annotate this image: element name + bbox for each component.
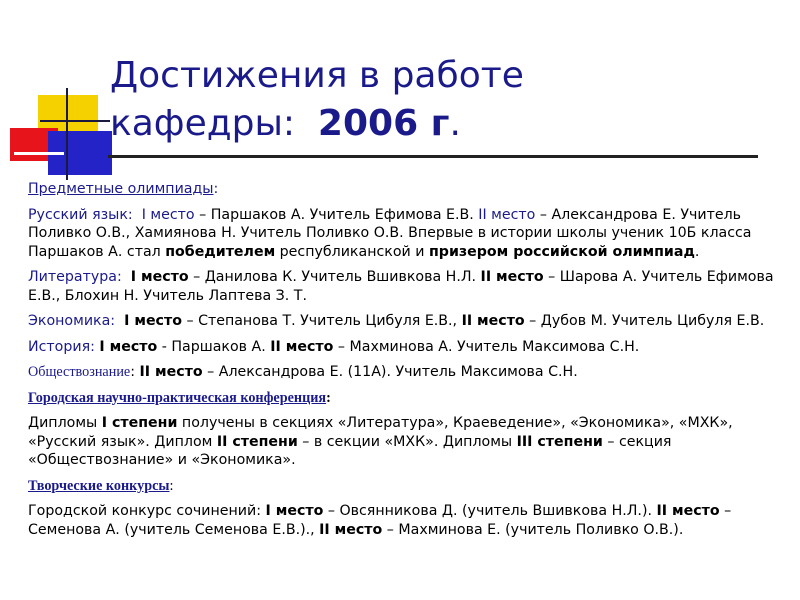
social-place1: II место (139, 364, 203, 380)
contests-place1: I место (265, 503, 324, 519)
russian-text3: республиканской и (275, 243, 429, 260)
russian-winner: победителем (165, 243, 276, 260)
conference-degree1: I степени (101, 415, 178, 431)
economics-paragraph (28, 312, 783, 331)
contests-paragraph (28, 502, 783, 539)
decorative-squares-logo (0, 0, 120, 180)
russian-text1: – Паршаков А. Учитель Ефимова Е.В. (194, 206, 479, 223)
russian-prizer: призером российской олимпиад (428, 243, 695, 260)
olympiads-colon: : (213, 181, 219, 197)
conference-colon: : (326, 389, 331, 406)
title-line2: кафедры: (110, 103, 296, 144)
conference-heading: Городская научно-практическая конференция (28, 389, 327, 406)
history-paragraph (28, 338, 783, 357)
olympiads-heading: Предметные олимпиады (28, 181, 214, 197)
title-year: 2006 г (317, 103, 450, 144)
social-paragraph (28, 363, 783, 382)
title-period: . (449, 103, 461, 144)
contests-text2: – Овсянникова Д. (учитель Вшивкова Н.Л.). (323, 503, 657, 519)
literature-label: Литература: (28, 269, 122, 285)
contests-colon: : (169, 477, 174, 494)
contests-heading-line (28, 477, 783, 496)
literature-paragraph (28, 268, 783, 305)
conference-degree3: III степени (516, 433, 603, 450)
conference-text4: – секция «Обществознание» и «Экономика». (28, 433, 672, 468)
history-place2: II место (270, 338, 334, 355)
slide-title (110, 52, 770, 148)
conference-degree2: II степени (216, 433, 298, 450)
literature-text1: – Данилова К. Учитель Вшивкова Н.Л. (188, 269, 481, 285)
contests-text1: Городской конкурс сочинений: (28, 503, 266, 519)
history-text2: – Махминова А. Учитель Максимова С.Н. (333, 338, 640, 355)
russian-text2: – Александрова Е. Учитель Поливко О.В., Хамиянова Н. Учитель Поливко О.В. Впервые в истории школы ученик 10Б класса Паршаков А. стал (28, 206, 752, 260)
contests-text3: – Семенова А. (учитель Семенова Е.В.)., (28, 503, 732, 538)
russian-paragraph (28, 206, 783, 262)
economics-place2: II место (461, 313, 525, 329)
title-line1: Достижения в работе (110, 55, 524, 96)
social-text1: – Александрова Е. (11А). Учитель Максимова С.Н. (202, 364, 578, 380)
contests-place2: II место (656, 503, 720, 519)
contests-heading: Творческие конкурсы (28, 477, 170, 494)
economics-place1: I место (124, 313, 182, 329)
literature-text2: – Шарова А. Учитель Ефимова Е.В., Блохин Н. Учитель Лаптева З. Т. (28, 269, 774, 304)
russian-text4: . (694, 243, 700, 260)
history-place1: I место (99, 338, 158, 355)
conference-text1: Дипломы (28, 415, 102, 431)
contests-text4: – Махминова Е. (учитель Поливко О.В.). (382, 521, 684, 538)
russian-place2: II место (478, 206, 536, 223)
conference-text3: – в секции «МХК». Дипломы (297, 433, 517, 450)
russian-place1: I место (141, 206, 195, 223)
economics-text1: – Степанова Т. Учитель Цибуля Е.В., (181, 313, 462, 329)
russian-label: Русский язык: (28, 206, 133, 223)
slide-content (28, 180, 783, 546)
history-text1: - Паршаков А. (157, 338, 271, 355)
title-divider (108, 155, 758, 158)
history-label: История: (28, 338, 95, 355)
olympiads-heading-line (28, 180, 783, 199)
conference-text2: получены в секциях «Литература», Краеведение», «Экономика», «МХК», «Русский язык». Диплом (28, 415, 733, 450)
economics-label: Экономика: (28, 313, 116, 329)
conference-heading-line (28, 389, 783, 408)
literature-place1: I место (130, 269, 189, 285)
economics-text2: – Дубов М. Учитель Цибуля Е.В. (524, 313, 765, 329)
conference-paragraph (28, 414, 783, 470)
social-colon: : (130, 364, 135, 380)
literature-place2: II место (480, 269, 544, 285)
social-label: Обществознание (28, 364, 131, 380)
contests-place3: II место (319, 521, 383, 538)
